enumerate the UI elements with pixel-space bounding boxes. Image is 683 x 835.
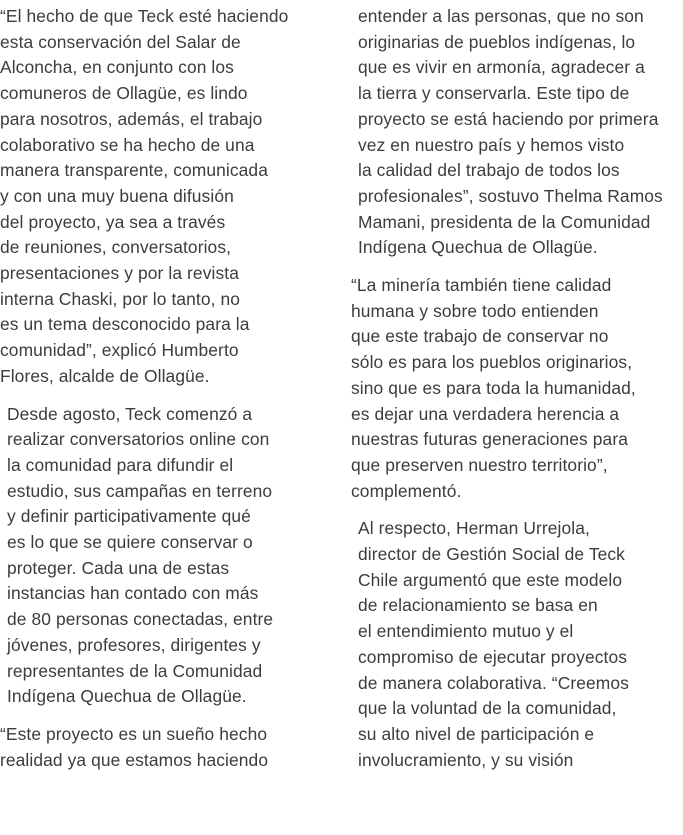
text-line: realizar conversatorios online con — [7, 429, 270, 450]
text-line: realidad ya que estamos haciendo — [0, 749, 269, 770]
text-line: Flores, alcalde de Ollagüe. — [0, 365, 210, 386]
text-line: es dejar una verdadera herencia a — [351, 403, 620, 424]
text-line: sino que es para toda la humanidad, — [351, 377, 636, 398]
text-line: que es vivir en armonía, agradecer a — [358, 57, 645, 78]
text-line: involucramiento, y su visión — [358, 749, 574, 770]
text-line: interna Chaski, por lo tanto, no — [0, 288, 241, 309]
text-line: de 80 personas conectadas, entre — [7, 609, 274, 630]
text-line: comuneros de Ollagüe, es lindo — [0, 83, 248, 104]
text-line: es lo que se quiere conservar o — [7, 532, 253, 553]
text-line: vez en nuestro país y hemos visto — [358, 134, 625, 155]
text-line: presentaciones y por la revista — [0, 263, 239, 284]
text-line: compromiso de ejecutar proyectos — [358, 646, 628, 667]
text-line: Alconcha, en conjunto con los — [0, 57, 234, 78]
paragraph-flores-quote — [0, 4, 330, 390]
paragraph-conversatorios — [0, 402, 330, 710]
text-line: de relacionamiento se basa en — [358, 595, 598, 616]
text-line: que la voluntad de la comunidad, — [358, 698, 617, 719]
text-line: que preserven nuestro territorio”, — [351, 454, 608, 475]
text-line: complementó. — [351, 480, 462, 501]
text-line: su alto nivel de participación e — [358, 723, 595, 744]
text-line: “Este proyecto es un sueño hecho — [0, 723, 268, 744]
text-line: colaborativo se ha hecho de una — [0, 134, 255, 155]
text-line: y definir participativamente qué — [7, 506, 251, 527]
text-line: sólo es para los pueblos originarios, — [351, 352, 633, 373]
text-line: del proyecto, ya sea a través — [0, 211, 226, 232]
text-line: para nosotros, además, el trabajo — [0, 108, 263, 129]
text-line: el entendimiento mutuo y el — [358, 621, 574, 642]
right-column — [351, 4, 683, 835]
text-line: director de Gestión Social de Teck — [358, 544, 625, 565]
text-line: esta conservación del Salar de — [0, 31, 241, 52]
text-line: “La minería también tiene calidad — [351, 275, 612, 296]
text-line: la tierra y conservarla. Este tipo de — [358, 83, 630, 104]
paragraph-mineria-quote — [351, 273, 683, 504]
text-line: “El hecho de que Teck esté haciendo — [0, 6, 289, 26]
text-line: manera transparente, comunicada — [0, 160, 268, 181]
text-line: Indígena Quechua de Ollagüe. — [358, 237, 598, 258]
text-line: de reuniones, conversatorios, — [0, 237, 232, 258]
text-line: comunidad”, explicó Humberto — [0, 340, 239, 361]
text-line: de manera colaborativa. “Creemos — [358, 672, 629, 693]
text-line: Mamani, presidenta de la Comunidad — [358, 211, 651, 232]
text-line: entender a las personas, que no son — [358, 6, 644, 26]
paragraph-ramos-quote-continued — [351, 4, 683, 261]
text-line: Al respecto, Herman Urrejola, — [358, 518, 590, 539]
text-line: jóvenes, profesores, dirigentes y — [7, 634, 261, 655]
text-line: proyecto se está haciendo por primera — [358, 108, 659, 129]
text-line: instancias han contado con más — [7, 583, 259, 604]
text-line: humana y sobre todo entienden — [351, 300, 599, 321]
text-line: proteger. Cada una de estas — [7, 557, 230, 578]
paragraph-sueno-quote — [0, 722, 330, 773]
text-line: Chile argumentó que este modelo — [358, 569, 623, 590]
paragraph-urrejola — [351, 516, 683, 773]
text-line: es un tema desconocido para la — [0, 314, 250, 335]
text-line: y con una muy buena difusión — [0, 185, 234, 206]
text-line: la comunidad para difundir el — [7, 454, 234, 475]
text-line: estudio, sus campañas en terreno — [7, 480, 273, 501]
text-line: Desde agosto, Teck comenzó a — [7, 403, 253, 424]
text-line: la calidad del trabajo de todos los — [358, 160, 620, 181]
text-line: representantes de la Comunidad — [7, 660, 263, 681]
text-line: profesionales”, sostuvo Thelma Ramos — [358, 185, 663, 206]
text-line: que este trabajo de conservar no — [351, 326, 609, 347]
text-line: nuestras futuras generaciones para — [351, 429, 628, 450]
left-column — [0, 4, 330, 835]
text-line: Indígena Quechua de Ollagüe. — [7, 686, 247, 707]
text-line: originarias de pueblos indígenas, lo — [358, 31, 636, 52]
